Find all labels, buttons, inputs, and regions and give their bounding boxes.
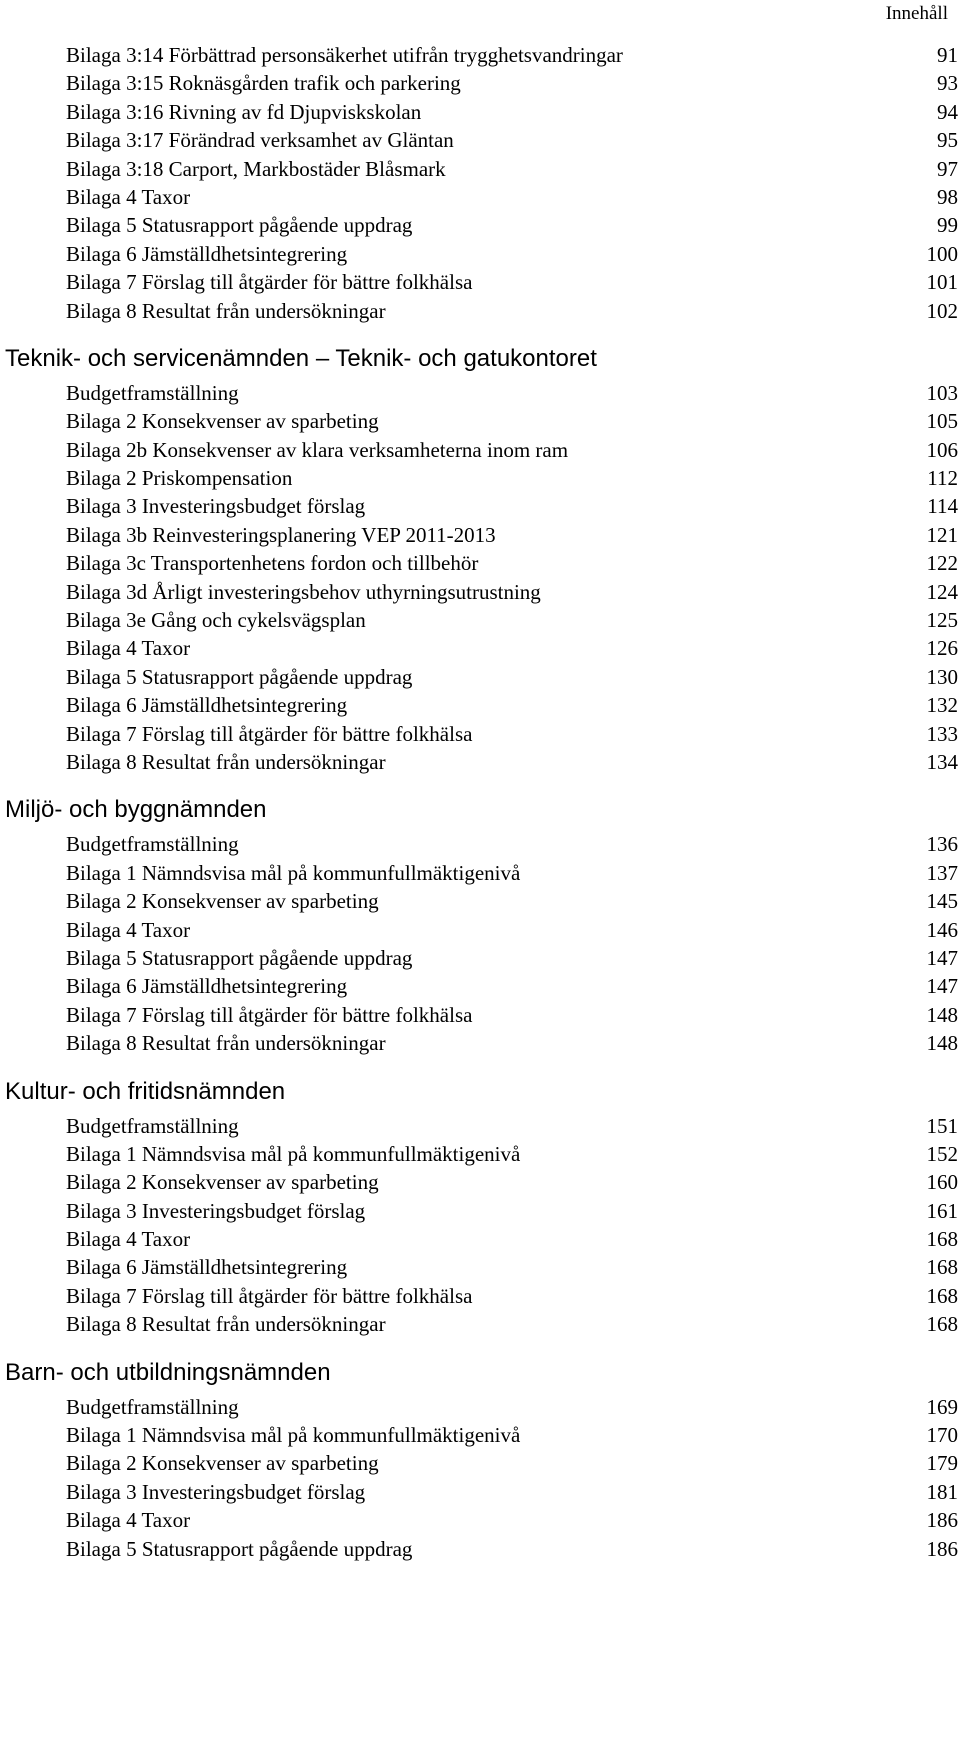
toc-entry-label: Bilaga 3 Investeringsbudget förslag [66,494,366,519]
toc-entry-page-number: 145 [926,889,958,914]
toc-entry-page-number: 114 [927,494,958,519]
toc-entry-label: Bilaga 3:18 Carport, Markbostäder Blåsmark [66,156,446,181]
toc-entry[interactable] [66,297,958,325]
toc-entry[interactable] [66,211,958,239]
toc-entry[interactable] [66,240,958,268]
toc-entry-page-number: 133 [926,721,958,746]
toc-entry-page-number: 99 [937,213,958,238]
toc-entry-page-number: 186 [926,1508,958,1533]
toc-entry-label: Bilaga 5 Statusrapport pågående uppdrag [66,664,413,689]
toc-entry-page-number: 93 [937,71,958,96]
toc-entry-label: Bilaga 4 Taxor [66,1508,191,1533]
toc-entry-page-number: 136 [926,832,958,857]
toc-entry-label: Bilaga 4 Taxor [66,1227,191,1252]
toc-entry-page-number: 151 [926,1113,958,1138]
toc-entry-page-number: 168 [926,1227,958,1252]
toc-entry-label: Bilaga 8 Resultat från undersökningar [66,298,386,323]
toc-entry-page-number: 98 [937,184,958,209]
toc-entry[interactable] [66,1168,958,1196]
toc-entry-label: Bilaga 5 Statusrapport pågående uppdrag [66,1536,413,1561]
toc-entry-label: Bilaga 3 Investeringsbudget förslag [66,1198,366,1223]
toc-entry-label: Bilaga 8 Resultat från undersökningar [66,1031,386,1056]
toc-entry-page-number: 168 [926,1312,958,1337]
toc-entry[interactable] [66,1029,958,1057]
toc-entry[interactable] [66,379,958,407]
toc-entry-label: Bilaga 2 Konsekvenser av sparbeting [66,1451,379,1476]
toc-entry-page-number: 148 [926,1031,958,1056]
toc-entry[interactable] [66,98,958,126]
toc-entry-page-number: 179 [926,1451,958,1476]
toc-entry-page-number: 160 [926,1170,958,1195]
toc-entry-label: Bilaga 1 Nämndsvisa mål på kommunfullmäktigenivå [66,860,521,885]
toc-entry[interactable] [66,634,958,662]
section-heading: Barn- och utbildningsnämnden [5,1358,331,1386]
toc-entry-label: Bilaga 6 Jämställdhetsintegrering [66,1255,348,1280]
toc-entry[interactable] [66,549,958,577]
toc-entry-label: Bilaga 2 Konsekvenser av sparbeting [66,889,379,914]
toc-entry[interactable] [66,1535,958,1563]
toc-entry-label: Bilaga 3:16 Rivning av fd Djupviskskolan [66,99,422,124]
toc-entry[interactable] [66,183,958,211]
toc-entry-page-number: 132 [926,693,958,718]
toc-entry-label: Bilaga 4 Taxor [66,636,191,661]
toc-entry-label: Budgetframställning [66,1113,239,1138]
page-header: Innehåll [885,3,948,24]
toc-entry[interactable] [66,944,958,972]
toc-entry[interactable] [66,972,958,1000]
toc-entry[interactable] [66,606,958,634]
toc-entry[interactable] [66,578,958,606]
toc-entry-page-number: 181 [926,1479,958,1504]
toc-entry[interactable] [66,41,958,69]
toc-entry-page-number: 106 [926,437,958,462]
toc-entry-label: Bilaga 3:17 Förändrad verksamhet av Gläntan [66,128,454,153]
toc-entry-page-number: 148 [926,1002,958,1027]
toc-entry[interactable] [66,1197,958,1225]
table-of-contents [0,41,960,1563]
toc-entry-page-number: 124 [926,579,958,604]
toc-entry[interactable] [66,1478,958,1506]
toc-entry-label: Bilaga 7 Förslag till åtgärder för bättre folkhälsa [66,721,473,746]
section-heading: Teknik- och servicenämnden – Teknik- och gatukontoret [5,344,597,372]
toc-entry-label: Bilaga 5 Statusrapport pågående uppdrag [66,945,413,970]
toc-entry[interactable] [66,720,958,748]
toc-entry-page-number: 125 [926,608,958,633]
toc-entry-page-number: 152 [926,1141,958,1166]
toc-entry[interactable] [66,830,958,858]
toc-entry-label: Bilaga 5 Statusrapport pågående uppdrag [66,213,413,238]
toc-entry-page-number: 134 [926,749,958,774]
toc-entry-label: Budgetframställning [66,832,239,857]
toc-entry-page-number: 103 [926,380,958,405]
toc-entry-page-number: 97 [937,156,958,181]
toc-entry-label: Bilaga 2 Konsekvenser av sparbeting [66,409,379,434]
toc-entry[interactable] [66,916,958,944]
toc-entry-page-number: 126 [926,636,958,661]
toc-entry-page-number: 91 [937,43,958,67]
toc-entry[interactable] [66,407,958,435]
toc-entry[interactable] [66,1225,958,1253]
toc-entry-label: Bilaga 3c Transportenhetens fordon och tillbehör [66,551,479,576]
toc-entry[interactable] [66,887,958,915]
toc-entry-page-number: 94 [937,99,958,124]
toc-entry-label: Bilaga 6 Jämställdhetsintegrering [66,974,348,999]
toc-entry[interactable] [66,1449,958,1477]
toc-entry-label: Bilaga 4 Taxor [66,917,191,942]
toc-entry[interactable] [66,859,958,887]
toc-entry-page-number: 186 [926,1536,958,1561]
toc-entry-label: Bilaga 3e Gång och cykelsvägsplan [66,608,366,633]
toc-entry-page-number: 168 [926,1283,958,1308]
toc-entry-page-number: 121 [926,522,958,547]
toc-entry-page-number: 161 [926,1198,958,1223]
toc-entry-page-number: 102 [926,298,958,323]
toc-entry[interactable] [66,663,958,691]
toc-entry-label: Bilaga 1 Nämndsvisa mål på kommunfullmäktigenivå [66,1423,521,1448]
toc-entry-page-number: 101 [926,270,958,295]
toc-entry[interactable] [66,1421,958,1449]
toc-entry-page-number: 105 [926,409,958,434]
toc-entry-label: Bilaga 3:15 Roknäsgården trafik och parkering [66,71,461,96]
toc-entry[interactable] [66,1253,958,1281]
section-heading: Kultur- och fritidsnämnden [5,1077,286,1105]
toc-entry-page-number: 147 [926,945,958,970]
toc-entry-label: Bilaga 6 Jämställdhetsintegrering [66,241,348,266]
toc-entry-page-number: 146 [926,917,958,942]
toc-entry[interactable] [66,691,958,719]
toc-entry-page-number: 130 [926,664,958,689]
toc-entry-label: Bilaga 1 Nämndsvisa mål på kommunfullmäktigenivå [66,1141,521,1166]
toc-entry-page-number: 170 [926,1423,958,1448]
toc-entry[interactable] [66,69,958,97]
section-heading: Miljö- och byggnämnden [5,796,267,824]
toc-entry-label: Bilaga 3 Investeringsbudget förslag [66,1479,366,1504]
toc-entry[interactable] [66,126,958,154]
toc-entry-page-number: 112 [927,466,958,491]
toc-entry-label: Bilaga 3:14 Förbättrad personsäkerhet utifrån trygghetsvandringar [66,43,623,67]
toc-entry-label: Bilaga 2 Konsekvenser av sparbeting [66,1170,379,1195]
toc-entry-page-number: 147 [926,974,958,999]
toc-entry-label: Bilaga 7 Förslag till åtgärder för bättre folkhälsa [66,1283,473,1308]
toc-entry[interactable] [66,1310,958,1338]
toc-entry-page-number: 169 [926,1394,958,1419]
toc-entry-label: Bilaga 2 Priskompensation [66,466,293,491]
toc-entry-label: Bilaga 8 Resultat från undersökningar [66,749,386,774]
toc-entry-page-number: 100 [926,241,958,266]
toc-entry-label: Budgetframställning [66,1394,239,1419]
toc-entry[interactable] [66,1393,958,1421]
toc-entry-page-number: 168 [926,1255,958,1280]
toc-entry[interactable] [66,436,958,464]
toc-entry-label: Bilaga 3d Årligt investeringsbehov uthyrningsutrustning [66,579,541,604]
toc-entry-label: Bilaga 7 Förslag till åtgärder för bättre folkhälsa [66,1002,473,1027]
toc-entry[interactable] [66,492,958,520]
toc-entry[interactable] [66,521,958,549]
toc-entry[interactable] [66,1282,958,1310]
toc-entry[interactable] [66,1140,958,1168]
toc-entry[interactable] [66,155,958,183]
toc-entry-label: Bilaga 4 Taxor [66,184,191,209]
toc-entry[interactable] [66,268,958,296]
toc-entry[interactable] [66,748,958,776]
toc-entry-page-number: 95 [937,128,958,153]
toc-entry[interactable] [66,1001,958,1029]
toc-entry-page-number: 122 [926,551,958,576]
toc-entry-label: Bilaga 8 Resultat från undersökningar [66,1312,386,1337]
toc-entry-label: Bilaga 6 Jämställdhetsintegrering [66,693,348,718]
toc-entry[interactable] [66,1506,958,1534]
toc-entry-page-number: 137 [926,860,958,885]
toc-entry-label: Budgetframställning [66,380,239,405]
toc-entry[interactable] [66,1112,958,1140]
toc-entry-label: Bilaga 2b Konsekvenser av klara verksamheterna inom ram [66,437,569,462]
toc-entry-label: Bilaga 7 Förslag till åtgärder för bättre folkhälsa [66,270,473,295]
toc-entry-label: Bilaga 3b Reinvesteringsplanering VEP 2011-2013 [66,522,496,547]
toc-entry[interactable] [66,464,958,492]
